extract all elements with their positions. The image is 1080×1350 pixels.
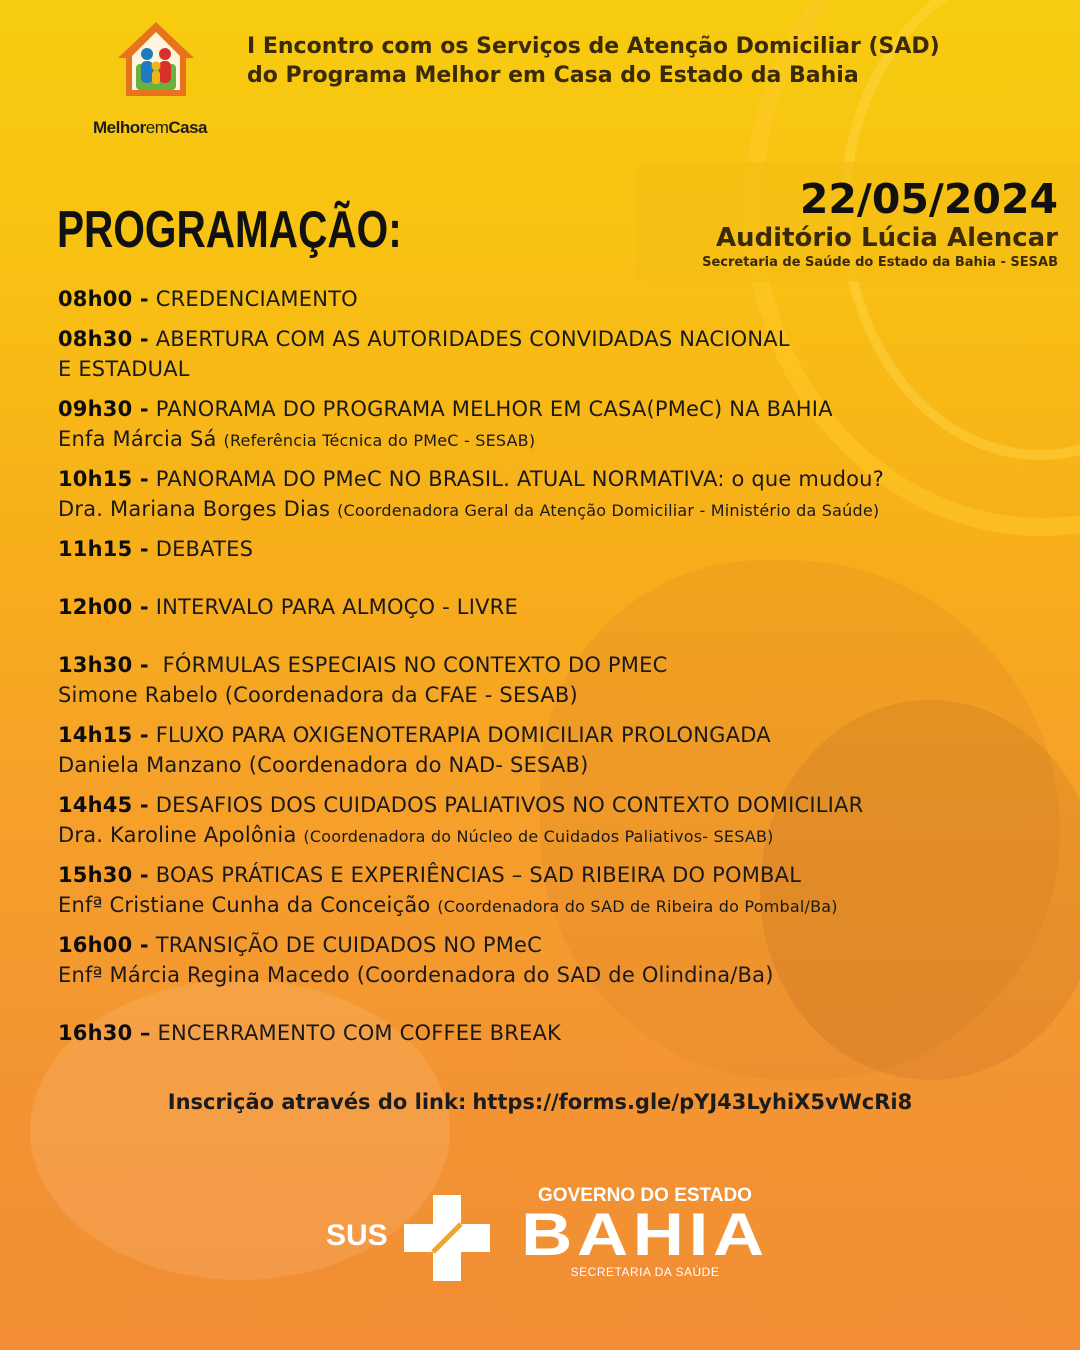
agenda-time: 09h30 - — [58, 397, 149, 421]
agenda-item — [58, 720, 771, 780]
secretaria-label: SECRETARIA DA SAÚDE — [570, 1265, 720, 1279]
event-title — [247, 32, 1047, 90]
agenda-speaker-role: (Referência Técnica do PMeC - SESAB) — [223, 431, 536, 450]
agenda-time: 14h15 - — [58, 723, 149, 747]
agenda-item — [58, 930, 774, 990]
agenda-item — [58, 284, 358, 314]
agenda-speaker: Simone Rabelo (Coordenadora da CFAE - SESAB) — [58, 683, 578, 707]
agenda-time: 11h15 - — [58, 537, 149, 561]
agenda-title-continued: E ESTADUAL — [58, 357, 190, 381]
agenda-speaker: Daniela Manzano (Coordenadora do NAD- SESAB) — [58, 753, 589, 777]
agenda-item — [58, 790, 863, 852]
agenda-speaker-role: (Coordenadora do Núcleo de Cuidados Paliativos- SESAB) — [303, 827, 774, 846]
agenda-item — [58, 464, 884, 526]
agenda-title: TRANSIÇÃO DE CUIDADOS NO PMeC — [155, 933, 543, 957]
agenda-speaker: Enfª Márcia Regina Macedo (Coordenadora do SAD de Olindina/Ba) — [58, 963, 774, 987]
agenda-time: 12h00 - — [58, 595, 149, 619]
agenda-title: DEBATES — [155, 537, 254, 561]
agenda-time: 13h30 - — [58, 653, 149, 677]
footer-logos — [0, 1185, 1080, 1295]
agenda-title: PANORAMA DO PROGRAMA MELHOR EM CASA(PMeC) NA BAHIA — [155, 397, 833, 421]
agenda-speaker: Dra. Karoline Apolônia — [58, 823, 297, 847]
agenda-time: 15h30 - — [58, 863, 149, 887]
section-title: PROGRAMAÇÃO: — [57, 201, 402, 259]
agenda-title: PANORAMA DO PMeC NO BRASIL. ATUAL NORMATIVA: o que mudou? — [155, 467, 885, 491]
agenda-time: 08h30 - — [58, 327, 149, 351]
agenda-time: 08h00 - — [58, 287, 149, 311]
bahia-wordmark: BAHIA — [521, 1201, 769, 1268]
house-family-icon — [116, 20, 196, 98]
agenda-item — [58, 1018, 561, 1048]
agenda-speaker: Enfª Cristiane Cunha da Conceição — [58, 893, 431, 917]
agenda-title: BOAS PRÁTICAS E EXPERIÊNCIAS – SAD RIBEIRA DO POMBAL — [155, 863, 802, 887]
agenda-item — [58, 394, 833, 456]
signup-link[interactable]: https://forms.gle/pYJ43LyhiX5vWcRi8 — [472, 1090, 913, 1114]
agenda-speaker: Dra. Mariana Borges Dias — [58, 497, 331, 521]
agenda-speaker: Enfa Márcia Sá — [58, 427, 217, 451]
sus-logo — [326, 1195, 496, 1285]
agenda-item — [58, 860, 838, 922]
agenda-item — [58, 324, 790, 384]
event-title-line-1: I Encontro com os Serviços de Atenção Domiciliar (SAD) — [247, 34, 940, 59]
logo-wordmark: MelhoremCasa — [93, 118, 207, 137]
agenda-time: 16h00 - — [58, 933, 149, 957]
event-venue: Auditório Lúcia Alencar — [715, 223, 1058, 253]
sus-cross-icon — [404, 1195, 490, 1281]
agenda-title: INTERVALO PARA ALMOÇO - LIVRE — [155, 595, 518, 619]
agenda-title: CREDENCIAMENTO — [155, 287, 358, 311]
event-title-line-2: do Programa Melhor em Casa do Estado da Bahia — [247, 63, 859, 88]
agenda-speaker-role: (Coordenadora Geral da Atenção Domiciliar - Ministério da Saúde) — [337, 501, 880, 520]
event-date: 22/05/2024 — [799, 175, 1058, 223]
governo-bahia-logo — [521, 1185, 769, 1285]
event-organization: Secretaria de Saúde do Estado da Bahia - SESAB — [702, 255, 1058, 270]
agenda-item — [58, 534, 253, 564]
governo-label: GOVERNO DO ESTADO — [538, 1185, 752, 1206]
agenda-time: 14h45 - — [58, 793, 149, 817]
agenda-title: ENCERRAMENTO COM COFFEE BREAK — [157, 1021, 561, 1045]
agenda-speaker-role: (Coordenadora do SAD de Ribeira do Pombal/Ba) — [437, 897, 838, 916]
event-info-box — [636, 162, 1080, 282]
agenda-title: FÓRMULAS ESPECIAIS NO CONTEXTO DO PMEC — [155, 653, 668, 677]
agenda-item — [58, 650, 667, 710]
agenda-title: FLUXO PARA OXIGENOTERAPIA DOMICILIAR PROLONGADA — [155, 723, 771, 747]
agenda-title: DESAFIOS DOS CUIDADOS PALIATIVOS NO CONTEXTO DOMICILIAR — [155, 793, 864, 817]
melhor-em-casa-logo — [88, 20, 233, 137]
agenda-time: 10h15 - — [58, 467, 149, 491]
sus-logo-text: SUS — [326, 1219, 388, 1252]
agenda-title: ABERTURA COM AS AUTORIDADES CONVIDADAS NACIONAL — [155, 327, 790, 351]
signup-line — [0, 1090, 1080, 1114]
signup-label: Inscrição através do link: — [167, 1090, 467, 1114]
agenda-item — [58, 592, 518, 622]
agenda-time: 16h30 – — [58, 1021, 151, 1045]
